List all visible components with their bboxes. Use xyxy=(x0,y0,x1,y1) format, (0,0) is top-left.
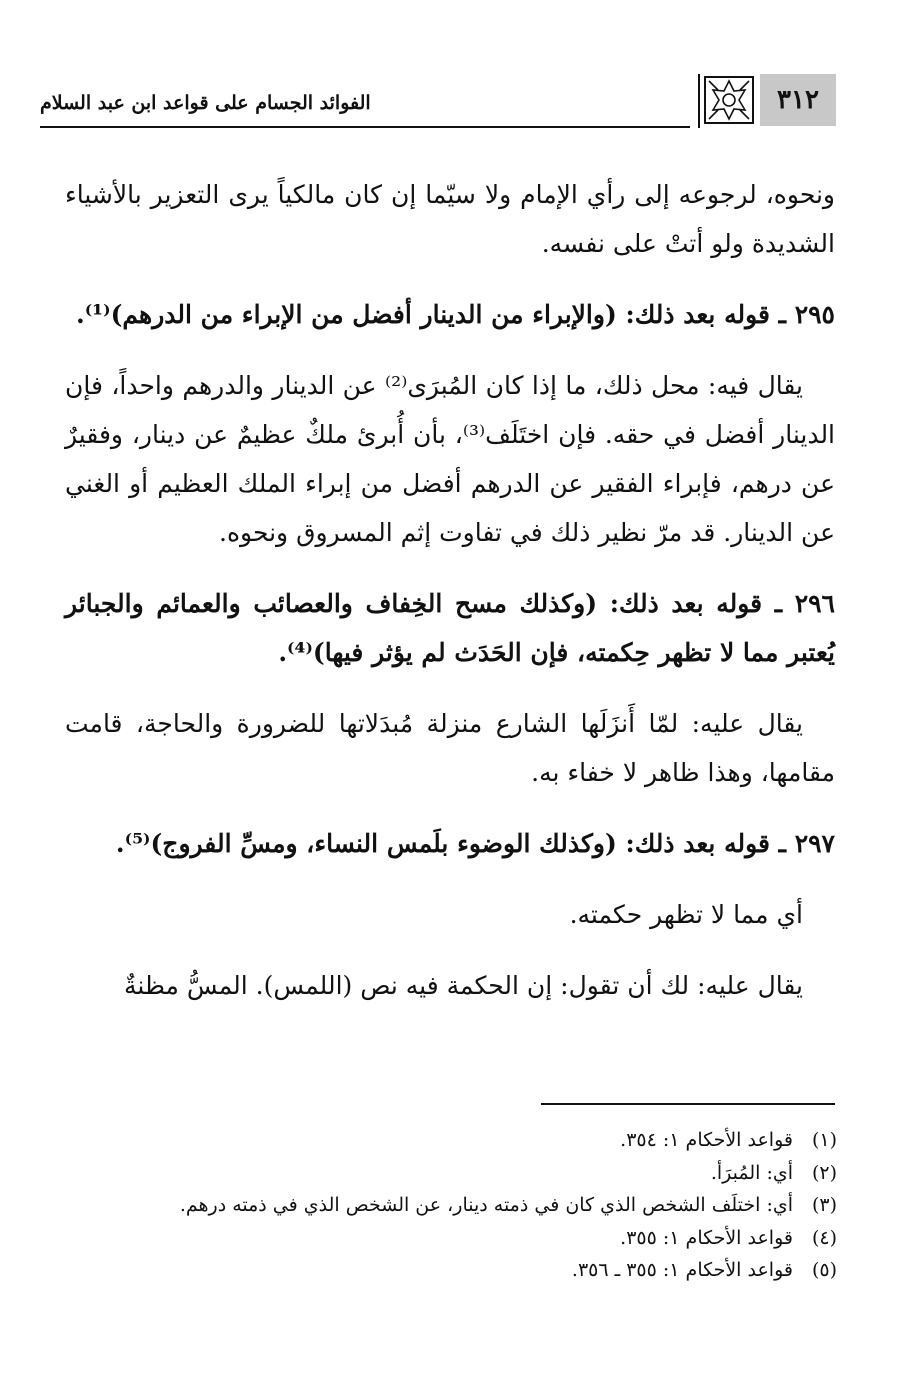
footnote-item xyxy=(57,1254,837,1287)
paragraph: يقال فيه: محل ذلك، ما إذا كان المُبرَى⁽²⁾ عن الدينار والدرهم واحداً، فإن الدينار أفضل في حقه. فإن اختَلَف⁽³⁾، بأن أُبرئ ملكٌ عظيمٌ عن دينار، وفقيرٌ عن درهم، فإبراء الفقير عن الدرهم أفضل من إبراء الملك العظيم أو الغني عن الدينار. قد مرّ نظير ذلك في تفاوت إثم المسروق ونحوه. xyxy=(65,371,836,547)
footnote-item xyxy=(57,1189,837,1222)
book-title: الفوائد الجسام على قواعد ابن عبد السلام xyxy=(40,92,371,114)
star-rosette-icon xyxy=(702,74,756,126)
page-number: ٣١٢ xyxy=(760,74,836,126)
footnotes xyxy=(57,1124,837,1287)
footnote-item xyxy=(57,1124,837,1157)
paragraph: ونحوه، لرجوعه إلى رأي الإمام ولا سيّما إن كان مالكياً يرى التعزير بالأشياء الشديدة ولو أتتْ على نفسه. xyxy=(65,180,835,258)
paragraph: أي مما لا تظهر حكمته. xyxy=(569,900,803,929)
footnote-text: قواعد الأحكام ١: ٣٥٥ ـ ٣٥٦. xyxy=(571,1259,793,1281)
footnote-number: (٤) xyxy=(811,1226,837,1249)
footnote-text: قواعد الأحكام ١: ٣٥٥. xyxy=(620,1226,793,1249)
footnote-separator xyxy=(541,1103,835,1105)
paragraph: يقال عليه: لمّا أَنزَلَها الشارع منزلة مُبدَلاتها للضرورة والحاجة، قامت مقامها، وهذا ظاهر لا خفاء به. xyxy=(65,709,835,787)
section-heading-297: ٢٩٧ ـ قوله بعد ذلك: (وكذلك الوضوء بلَمس النساء، ومسِّ الفروج)⁽⁵⁾. xyxy=(115,829,835,858)
section-heading-295: ٢٩٥ ـ قوله بعد ذلك: (والإبراء من الدينار أفضل من الإبراء من الدرهم)⁽¹⁾. xyxy=(76,300,835,329)
footnote-number: (٢) xyxy=(811,1161,837,1184)
footnote-item xyxy=(57,1157,837,1190)
section-heading-296: ٢٩٦ ـ قوله بعد ذلك: (وكذلك مسح الخِفاف والعصائب والعمائم والجبائر يُعتبر مما لا تظهر حِكمته، فإن الحَدَث لم يؤثر فيها)⁽⁴⁾. xyxy=(65,589,835,667)
running-header xyxy=(40,74,836,128)
footnote-text: قواعد الأحكام ١: ٣٥٤. xyxy=(620,1129,793,1151)
footnote-number: (٣) xyxy=(811,1194,837,1216)
footnote-item xyxy=(57,1222,837,1255)
paragraph: يقال عليه: لك أن تقول: إن الحكمة فيه نص (اللمس). المسُّ مظنةٌ xyxy=(124,971,803,1000)
footnote-number: (٥) xyxy=(811,1259,837,1281)
main-text xyxy=(65,170,835,1010)
header-underline xyxy=(40,126,690,128)
header-divider xyxy=(698,74,700,128)
footnote-text: أي: اختلَف الشخص الذي كان في ذمته دينار، عن الشخص الذي في ذمته درهم. xyxy=(179,1194,793,1216)
footnote-text: أي: المُبرَأ. xyxy=(710,1161,793,1184)
footnote-number: (١) xyxy=(811,1129,837,1151)
